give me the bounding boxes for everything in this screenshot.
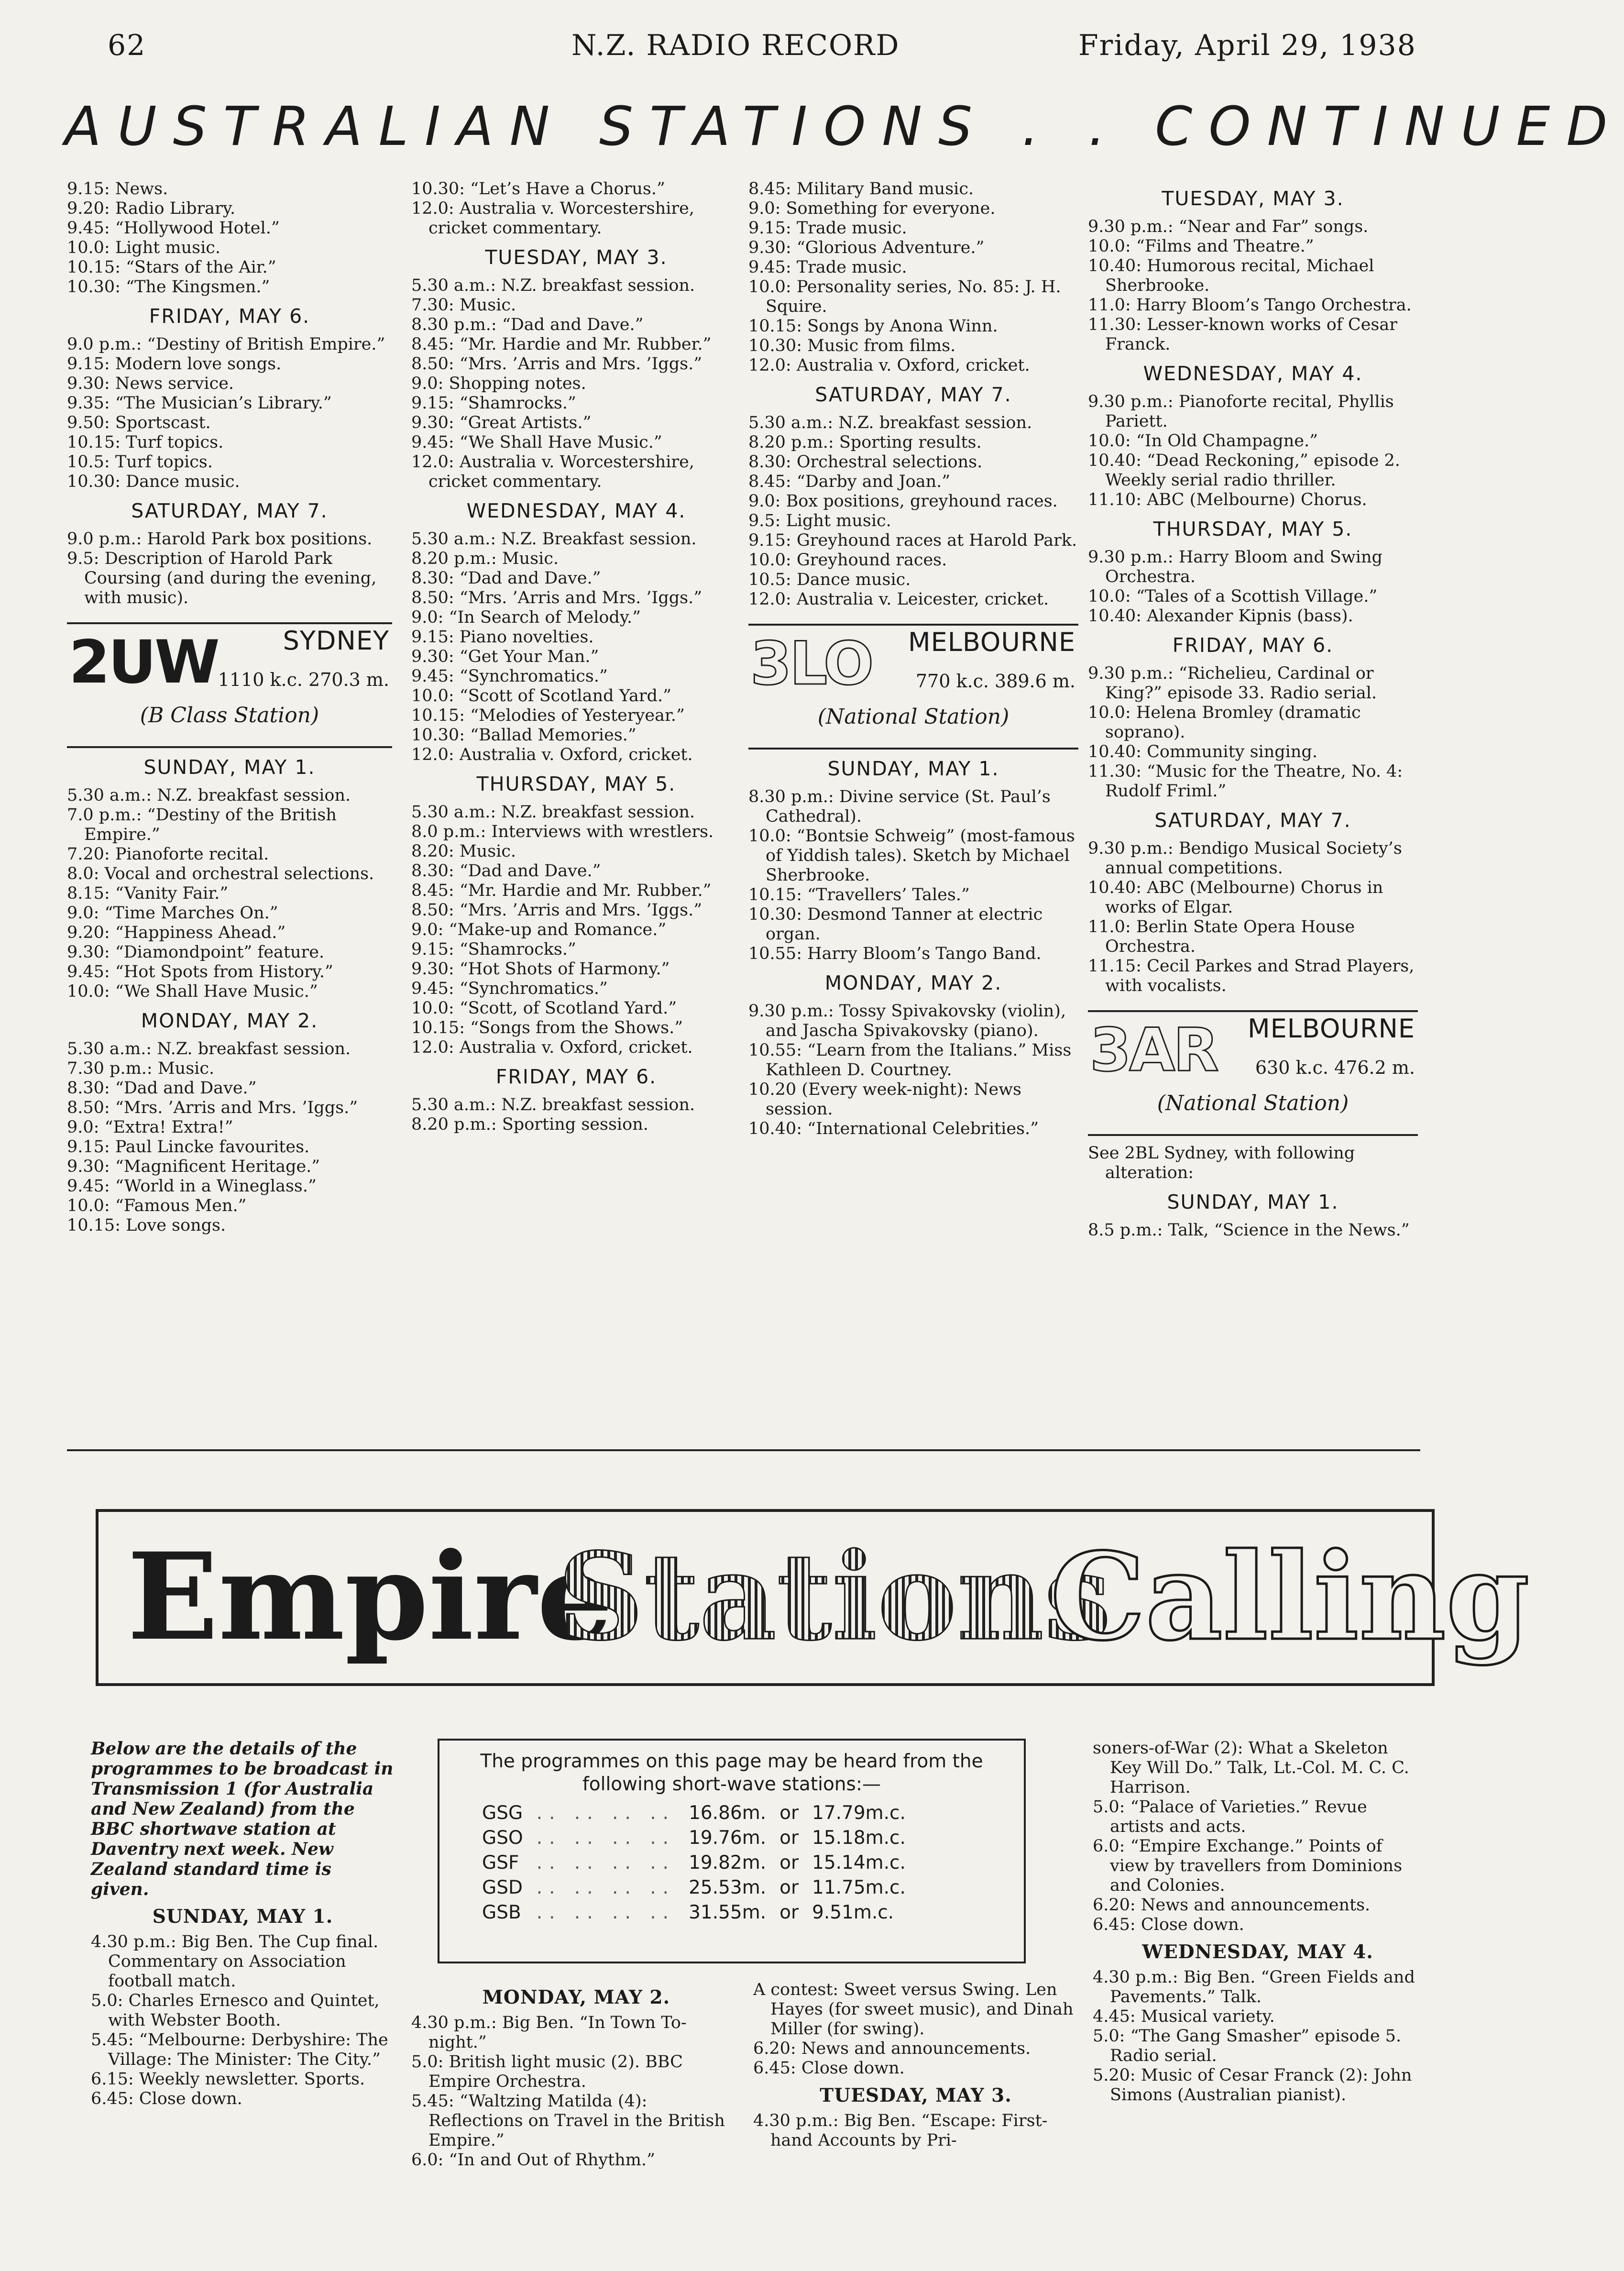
programme-item: 10.0: “In Old Champagne.” xyxy=(1088,431,1318,451)
frequency-megacycles: 11.75m.c. xyxy=(812,1877,906,1898)
programme-item: 10.15: Songs by Anona Winn. xyxy=(748,317,998,336)
listing-column-1 xyxy=(67,179,392,1235)
frequency-megacycles: 15.14m.c. xyxy=(812,1852,906,1874)
station-call-sign: 3AR xyxy=(1090,1016,1217,1085)
day-heading: THURSDAY, MAY 5. xyxy=(476,772,676,795)
programme-item: 9.15: Trade music. xyxy=(748,219,907,238)
programme-item: 8.0: Vocal and orchestral selections. xyxy=(67,864,374,883)
programme-item: 5.20: Music of Cesar Franck (2): John Simons (Australian pianist). xyxy=(1093,2066,1412,2105)
programme-item: 6.45: Close down. xyxy=(91,2089,242,2108)
programme-item: 8.15: “Vanity Fair.” xyxy=(67,884,229,903)
programme-item: 5.0: British light music (2). BBC Empire Orchestra. xyxy=(411,2052,683,2091)
programme-item: 9.30: News service. xyxy=(67,374,234,393)
programme-item: 8.30: “Dad and Dave.” xyxy=(411,569,601,588)
programme-item: 10.30: Desmond Tanner at electric organ. xyxy=(748,905,1043,944)
programme-item: 9.30: “Get Your Man.” xyxy=(411,647,599,666)
station-header xyxy=(748,624,1078,750)
programme-item: 8.45: “Mr. Hardie and Mr. Rubber.” xyxy=(411,335,712,354)
programme-item: 9.45: “World in a Wineglass.” xyxy=(67,1177,317,1196)
programme-item: 9.30 p.m.: Tossy Spivakovsky (violin), and Jascha Spivakovsky (piano). xyxy=(748,1002,1066,1040)
listing-column-2 xyxy=(411,179,741,1135)
programme-item: 10.0: “Films and Theatre.” xyxy=(1088,237,1314,256)
programme-item: 9.0 p.m.: “Destiny of British Empire.” xyxy=(67,335,385,354)
programme-item: 9.45: “Synchromatics.” xyxy=(411,979,608,998)
frequency-megacycles: 15.18m.c. xyxy=(812,1827,906,1849)
programme-item: 10.0: “Tales of a Scottish Village.” xyxy=(1088,587,1378,606)
programme-item: 4.30 p.m.: Big Ben. “In Town To-night.” xyxy=(411,2013,687,2052)
wavelength-metres: 31.55m. xyxy=(689,1902,767,1923)
shortwave-heading: The programmes on this page may be heard from the following short-wave stations:— xyxy=(480,1751,983,1795)
empire-title-word-3: Calling xyxy=(1050,1526,1530,1667)
programme-item: 12.0: Australia v. Oxford, cricket. xyxy=(748,356,1030,375)
station-call: GSB xyxy=(482,1902,521,1923)
day-heading: FRIDAY, MAY 6. xyxy=(495,1065,657,1088)
programme-item: 8.20: Music. xyxy=(411,842,516,861)
wavelength-metres: 25.53m. xyxy=(689,1877,767,1898)
programme-item: 8.20 p.m.: Sporting results. xyxy=(748,433,982,452)
programme-item: 9.20: “Happiness Ahead.” xyxy=(67,923,286,942)
day-heading: SUNDAY, MAY 1. xyxy=(143,756,316,779)
day-heading: WEDNESDAY, MAY 4. xyxy=(1143,362,1363,385)
empire-banner-art xyxy=(99,1512,1530,1683)
section-banner: AUSTRALIAN STATIONS . . CONTINUED xyxy=(65,96,1624,158)
programme-item: 8.30: “Dad and Dave.” xyxy=(67,1079,257,1098)
programme-item: 7.20: Pianoforte recital. xyxy=(67,845,269,864)
programme-item: 12.0: Australia v. Worcestershire, cricket commentary. xyxy=(411,199,694,238)
programme-item: 10.0: Light music. xyxy=(67,238,221,257)
frequency-megacycles: 9.51m.c. xyxy=(812,1902,894,1923)
programme-item: 9.5: Light music. xyxy=(748,511,891,530)
programme-item: 10.40: “Dead Reckoning,” episode 2. Weekly serial radio thriller. xyxy=(1088,451,1400,490)
publication-title: N.Z. RADIO RECORD xyxy=(571,29,900,62)
programme-item: 5.45: “Waltzing Matilda (4): Reflections on Travel in the British Empire.” xyxy=(411,2092,725,2150)
programme-item: 11.15: Cecil Parkes and Strad Players, with vocalists. xyxy=(1088,957,1415,995)
programme-item: 12.0: Australia v. Oxford, cricket. xyxy=(411,1038,693,1057)
programme-item: 9.0: “Make-up and Romance.” xyxy=(411,920,667,939)
programme-item: 9.50: Sportscast. xyxy=(67,413,211,432)
wavelength-metres: 16.86m. xyxy=(689,1802,767,1824)
programme-item: 12.0: Australia v. Oxford, cricket. xyxy=(411,745,693,764)
programme-item: 10.15: Turf topics. xyxy=(67,433,224,452)
programme-item: 10.5: Turf topics. xyxy=(67,452,213,472)
programme-item: 10.40: ABC (Melbourne) Chorus in works of Elgar. xyxy=(1088,878,1383,917)
programme-item: 9.45: “Hot Spots from History.” xyxy=(67,962,333,981)
programme-item: 10.40: “International Celebrities.” xyxy=(748,1119,1039,1138)
or-word: or xyxy=(779,1827,799,1849)
station-header xyxy=(67,622,392,748)
shortwave-row xyxy=(475,1875,912,1900)
day-heading: SUNDAY, MAY 1. xyxy=(827,757,999,780)
programme-item: 8.50: “Mrs. ’Arris and Mrs. ’Iggs.” xyxy=(411,354,702,374)
programme-item: 8.20 p.m.: Sporting session. xyxy=(411,1115,648,1134)
programme-item: 10.15: “Melodies of Yesteryear.” xyxy=(411,706,685,725)
day-heading: MONDAY, MAY 2. xyxy=(824,971,1002,994)
programme-item: 10.0: “Scott, of Scotland Yard.” xyxy=(411,999,677,1018)
programme-item: 10.15: “Travellers’ Tales.” xyxy=(748,885,970,904)
empire-column-2 xyxy=(411,1980,741,2170)
programme-item: See 2BL Sydney, with following alteration: xyxy=(1088,1144,1355,1182)
programme-item: 9.5: Description of Harold Park Coursing (and during the evening, with music). xyxy=(67,549,377,607)
programme-item: 9.30: “Magnificent Heritage.” xyxy=(67,1157,320,1176)
programme-item: 5.0: “The Gang Smasher” episode 5. Radio serial. xyxy=(1093,2027,1402,2065)
programme-item: 11.0: Harry Bloom’s Tango Orchestra. xyxy=(1088,296,1412,315)
programme-item: 7.30: Music. xyxy=(411,296,516,315)
station-call: GSF xyxy=(482,1852,519,1874)
programme-item: 10.30: “Ballad Memories.” xyxy=(411,726,636,745)
programme-item: 9.15: Paul Lincke favourites. xyxy=(67,1137,310,1157)
programme-item: 5.30 a.m.: N.Z. breakfast session. xyxy=(411,1095,695,1114)
programme-item: 9.0: “Extra! Extra!” xyxy=(67,1118,233,1137)
empire-intro: Below are the details of the programmes to be broadcast in Transmission 1 (for Australia and New Zealand) from the BBC shortwave station at Daventry next week. New Zealand standard time is given. xyxy=(91,1739,394,1899)
programme-item: 8.30 p.m.: Divine service (St. Paul’s Cathedral). xyxy=(748,787,1051,826)
programme-item: 9.35: “The Musician’s Library.” xyxy=(67,394,332,413)
programme-item: 8.30 p.m.: “Dad and Dave.” xyxy=(411,315,644,334)
programme-item: 9.15: News. xyxy=(67,179,168,198)
programme-item: 8.0 p.m.: Interviews with wrestlers. xyxy=(411,822,714,841)
programme-item: 8.20 p.m.: Music. xyxy=(411,549,559,568)
leader-dots: .. .. .. .. xyxy=(536,1827,676,1849)
programme-item: 7.30 p.m.: Music. xyxy=(67,1059,215,1078)
programme-item: 9.0: Box positions, greyhound races. xyxy=(748,492,1058,511)
day-heading: THURSDAY, MAY 5. xyxy=(1153,518,1353,540)
station-call: GSG xyxy=(482,1802,523,1824)
leader-dots: .. .. .. .. xyxy=(536,1877,676,1898)
station-city: MELBOURNE xyxy=(1248,1014,1415,1044)
programme-item: 10.20 (Every week-night): News session. xyxy=(748,1080,1022,1119)
station-class: (National Station) xyxy=(817,705,1010,729)
programme-item: 10.15: “Stars of the Air.” xyxy=(67,258,276,277)
day-heading: WEDNESDAY, MAY 4. xyxy=(1142,1941,1373,1963)
programme-item: 4.45: Musical variety. xyxy=(1093,2007,1275,2026)
programme-item: 9.0: “In Search of Melody.” xyxy=(411,608,641,627)
programme-item: 8.50: “Mrs. ’Arris and Mrs. ’Iggs.” xyxy=(411,901,702,920)
programme-item: 9.30 p.m.: Harry Bloom and Swing Orchestra. xyxy=(1088,548,1383,586)
programme-item: 10.0: “Famous Men.” xyxy=(67,1196,247,1215)
programme-item: 9.0: Shopping notes. xyxy=(411,374,586,393)
programme-item: 5.30 a.m.: N.Z. breakfast session. xyxy=(748,413,1032,432)
programme-item: 6.15: Weekly newsletter. Sports. xyxy=(91,2070,365,2089)
shortwave-row xyxy=(475,1851,912,1875)
programme-item: 9.45: “Hollywood Hotel.” xyxy=(67,219,280,238)
programme-item: 10.40: Humorous recital, Michael Sherbrooke. xyxy=(1088,256,1374,295)
frequency-megacycles: 17.79m.c. xyxy=(812,1802,906,1824)
station-call: GSO xyxy=(482,1827,523,1849)
programme-item: 9.45: “We Shall Have Music.” xyxy=(411,433,662,452)
programme-item: 8.30: Orchestral selections. xyxy=(748,452,983,472)
programme-item: 9.0: Something for everyone. xyxy=(748,199,996,218)
programme-item: 9.30: “Hot Shots of Harmony.” xyxy=(411,959,670,979)
day-heading: FRIDAY, MAY 6. xyxy=(149,305,310,328)
programme-item: 8.45: Military Band music. xyxy=(748,179,974,198)
programme-item: 10.40: Alexander Kipnis (bass). xyxy=(1088,606,1353,626)
programme-item: 5.30 a.m.: N.Z. breakfast session. xyxy=(67,1039,351,1058)
day-heading: TUESDAY, MAY 3. xyxy=(820,2084,1012,2106)
leader-dots: .. .. .. .. xyxy=(536,1902,676,1923)
programme-item: 8.45: “Mr. Hardie and Mr. Rubber.” xyxy=(411,881,712,900)
programme-item: 9.45: “Synchromatics.” xyxy=(411,667,608,686)
station-city: MELBOURNE xyxy=(908,627,1075,657)
or-word: or xyxy=(779,1902,799,1923)
programme-item: 5.30 a.m.: N.Z. breakfast session. xyxy=(411,276,695,295)
programme-item: 6.0: “In and Out of Rhythm.” xyxy=(411,2150,655,2170)
programme-item: 5.30 a.m.: N.Z. breakfast session. xyxy=(411,803,695,822)
programme-item: 10.0: “Scott of Scotland Yard.” xyxy=(411,686,672,706)
programme-item: 9.30 p.m.: Pianoforte recital, Phyllis Pariett. xyxy=(1088,392,1394,431)
programme-item: 10.30: “Let’s Have a Chorus.” xyxy=(411,179,665,198)
day-heading: MONDAY, MAY 2. xyxy=(482,1986,670,2008)
programme-item: 6.45: Close down. xyxy=(1093,1915,1244,1934)
station-frequency: 1110 k.c. 270.3 m. xyxy=(218,669,389,690)
programme-item: 6.45: Close down. xyxy=(753,2059,905,2078)
programme-item: 10.55: Harry Bloom’s Tango Band. xyxy=(748,944,1042,963)
programme-item: 9.15: Modern love songs. xyxy=(67,354,282,374)
day-heading: SATURDAY, MAY 7. xyxy=(131,499,328,522)
programme-item: 5.0: Charles Ernesco and Quintet, with Webster Booth. xyxy=(91,1991,380,2030)
programme-item: 10.30: “The Kingsmen.” xyxy=(67,277,270,297)
shortwave-stations-box xyxy=(438,1739,1026,1963)
shortwave-row xyxy=(475,1801,912,1826)
programme-item: 9.30 p.m.: “Richelieu, Cardinal or King?” episode 33. Radio serial. xyxy=(1088,664,1377,703)
programme-item: 9.0 p.m.: Harold Park box positions. xyxy=(67,529,373,549)
shortwave-row xyxy=(475,1900,912,1925)
empire-title-word-2: Stations xyxy=(558,1526,1111,1667)
programme-item: 10.0: “We Shall Have Music.” xyxy=(67,982,318,1001)
day-heading: FRIDAY, MAY 6. xyxy=(1172,634,1334,657)
issue-date: Friday, April 29, 1938 xyxy=(1078,29,1416,62)
programme-item: 11.30: Lesser-known works of Cesar Franck. xyxy=(1088,315,1397,354)
empire-title-word-1: Empire xyxy=(127,1526,613,1667)
station-frequency: 630 k.c. 476.2 m. xyxy=(1255,1057,1415,1078)
day-heading: SUNDAY, MAY 1. xyxy=(1167,1191,1339,1213)
programme-item: 5.30 a.m.: N.Z. breakfast session. xyxy=(67,786,351,805)
day-heading: MONDAY, MAY 2. xyxy=(141,1009,318,1032)
programme-item: 4.30 p.m.: Big Ben. “Green Fields and Pavements.” Talk. xyxy=(1093,1968,1415,2006)
programme-item: 9.20: Radio Library. xyxy=(67,199,236,218)
programme-item: 10.55: “Learn from the Italians.” Miss Kathleen D. Courtney. xyxy=(748,1041,1072,1080)
section-divider xyxy=(67,1449,1420,1451)
programme-item: 6.20: News and announcements. xyxy=(753,2039,1031,2058)
programme-item: 5.0: “Palace of Varieties.” Revue artists and acts. xyxy=(1093,1797,1367,1836)
programme-item: 9.30 p.m.: “Near and Far” songs. xyxy=(1088,217,1369,236)
programme-item: 10.15: Love songs. xyxy=(67,1216,226,1235)
programme-item: 10.0: Personality series, No. 85: J. H. Squire. xyxy=(748,277,1061,316)
programme-item: 8.30: “Dad and Dave.” xyxy=(411,861,601,881)
page-number: 62 xyxy=(108,29,146,62)
station-class: (National Station) xyxy=(1157,1091,1349,1115)
day-heading: SATURDAY, MAY 7. xyxy=(815,383,1012,406)
station-class: (B Class Station) xyxy=(140,703,319,728)
day-heading: WEDNESDAY, MAY 4. xyxy=(466,499,686,522)
or-word: or xyxy=(779,1802,799,1824)
programme-item: 9.15: Piano novelties. xyxy=(411,628,594,647)
empire-column-3 xyxy=(753,1980,1078,2150)
programme-item: 10.15: “Songs from the Shows.” xyxy=(411,1018,683,1037)
leader-dots: .. .. .. .. xyxy=(536,1802,676,1824)
day-heading: SUNDAY, MAY 1. xyxy=(152,1906,333,1928)
day-heading: SATURDAY, MAY 7. xyxy=(1154,809,1351,832)
programme-item: 6.20: News and announcements. xyxy=(1093,1896,1371,1915)
programme-item: 10.0: Helena Bromley (dramatic soprano). xyxy=(1088,703,1361,742)
programme-item: 4.30 p.m.: Big Ben. The Cup final. Commentary on Association football match. xyxy=(91,1932,379,1991)
or-word: or xyxy=(779,1877,799,1898)
wavelength-metres: 19.82m. xyxy=(689,1852,767,1874)
wavelength-metres: 19.76m. xyxy=(689,1827,767,1849)
programme-item: 6.0: “Empire Exchange.” Points of view by travellers from Dominions and Colonies. xyxy=(1093,1837,1403,1895)
programme-item: 12.0: Australia v. Leicester, cricket. xyxy=(748,590,1049,609)
programme-item: 11.30: “Music for the Theatre, No. 4: Rudolf Friml.” xyxy=(1088,762,1403,801)
programme-item: 5.30 a.m.: N.Z. Breakfast session. xyxy=(411,529,697,549)
shortwave-row xyxy=(475,1826,912,1851)
station-frequency: 770 k.c. 389.6 m. xyxy=(915,671,1075,692)
programme-item: 11.0: Berlin State Opera House Orchestra. xyxy=(1088,917,1355,956)
programme-item: 8.50: “Mrs. ’Arris and Mrs. ’Iggs.” xyxy=(67,1098,358,1117)
programme-item: 9.30 p.m.: Bendigo Musical Society’s annual competitions. xyxy=(1088,839,1402,878)
empire-column-4 xyxy=(1093,1739,1423,2105)
programme-item: 9.0: “Time Marches On.” xyxy=(67,904,278,923)
programme-item: 9.30: “Diamondpoint” feature. xyxy=(67,943,325,962)
programme-item: 10.0: Greyhound races. xyxy=(748,551,947,570)
day-heading: TUESDAY, MAY 3. xyxy=(485,246,668,269)
programme-item: 11.10: ABC (Melbourne) Chorus. xyxy=(1088,490,1367,509)
programme-item: 4.30 p.m.: Big Ben. “Escape: First-hand Accounts by Pri- xyxy=(753,2111,1048,2150)
empire-stations-banner xyxy=(96,1509,1530,1686)
day-heading: TUESDAY, MAY 3. xyxy=(1162,187,1344,210)
or-word: or xyxy=(779,1852,799,1874)
programme-item: 9.15: “Shamrocks.” xyxy=(411,940,576,959)
shortwave-table xyxy=(475,1801,912,1925)
programme-item: 9.45: Trade music. xyxy=(748,258,907,277)
programme-item: 8.50: “Mrs. ’Arris and Mrs. ’Iggs.” xyxy=(411,588,702,607)
programme-item: 7.0 p.m.: “Destiny of the British Empire.” xyxy=(67,805,337,844)
station-call-sign: 2UW xyxy=(69,628,218,697)
station-header xyxy=(1088,1010,1418,1136)
leader-dots: .. .. .. .. xyxy=(536,1852,676,1874)
programme-item: 9.30: “Glorious Adventure.” xyxy=(748,238,985,257)
station-call-sign: 3LO xyxy=(750,629,872,698)
programme-item: 12.0: Australia v. Worcestershire, cricket commentary. xyxy=(411,452,694,491)
programme-item: 9.30: “Great Artists.” xyxy=(411,413,592,432)
listing-column-4 xyxy=(1088,179,1418,1240)
empire-column-1 xyxy=(91,1739,395,2109)
programme-item: 10.30: Dance music. xyxy=(67,472,240,491)
programme-item: 10.5: Dance music. xyxy=(748,570,911,589)
station-call: GSD xyxy=(482,1877,523,1898)
programme-item: 8.45: “Darby and Joan.” xyxy=(748,472,951,491)
programme-item: 10.30: Music from films. xyxy=(748,336,956,355)
programme-item: 10.40: Community singing. xyxy=(1088,742,1317,761)
programme-item: 9.15: Greyhound races at Harold Park. xyxy=(748,531,1077,550)
programme-item: 5.45: “Melbourne: Derbyshire: The Village: The Minister: The City.” xyxy=(91,2030,388,2069)
programme-item: soners-of-War (2): What a Skeleton Key Will Do.” Talk, Lt.-Col. M. C. C. Harrison. xyxy=(1093,1739,1409,1797)
programme-item: A contest: Sweet versus Swing. Len Hayes (for sweet music), and Dinah Miller (for swing). xyxy=(753,1980,1074,2039)
listing-column-3 xyxy=(748,179,1078,1139)
station-city: SYDNEY xyxy=(283,626,389,656)
programme-item: 10.0: “Bontsie Schweig” (most-famous of Yiddish tales). Sketch by Michael Sherbrooke. xyxy=(748,827,1075,885)
programme-item: 8.5 p.m.: Talk, “Science in the News.” xyxy=(1088,1221,1410,1240)
programme-item: 9.15: “Shamrocks.” xyxy=(411,394,576,413)
